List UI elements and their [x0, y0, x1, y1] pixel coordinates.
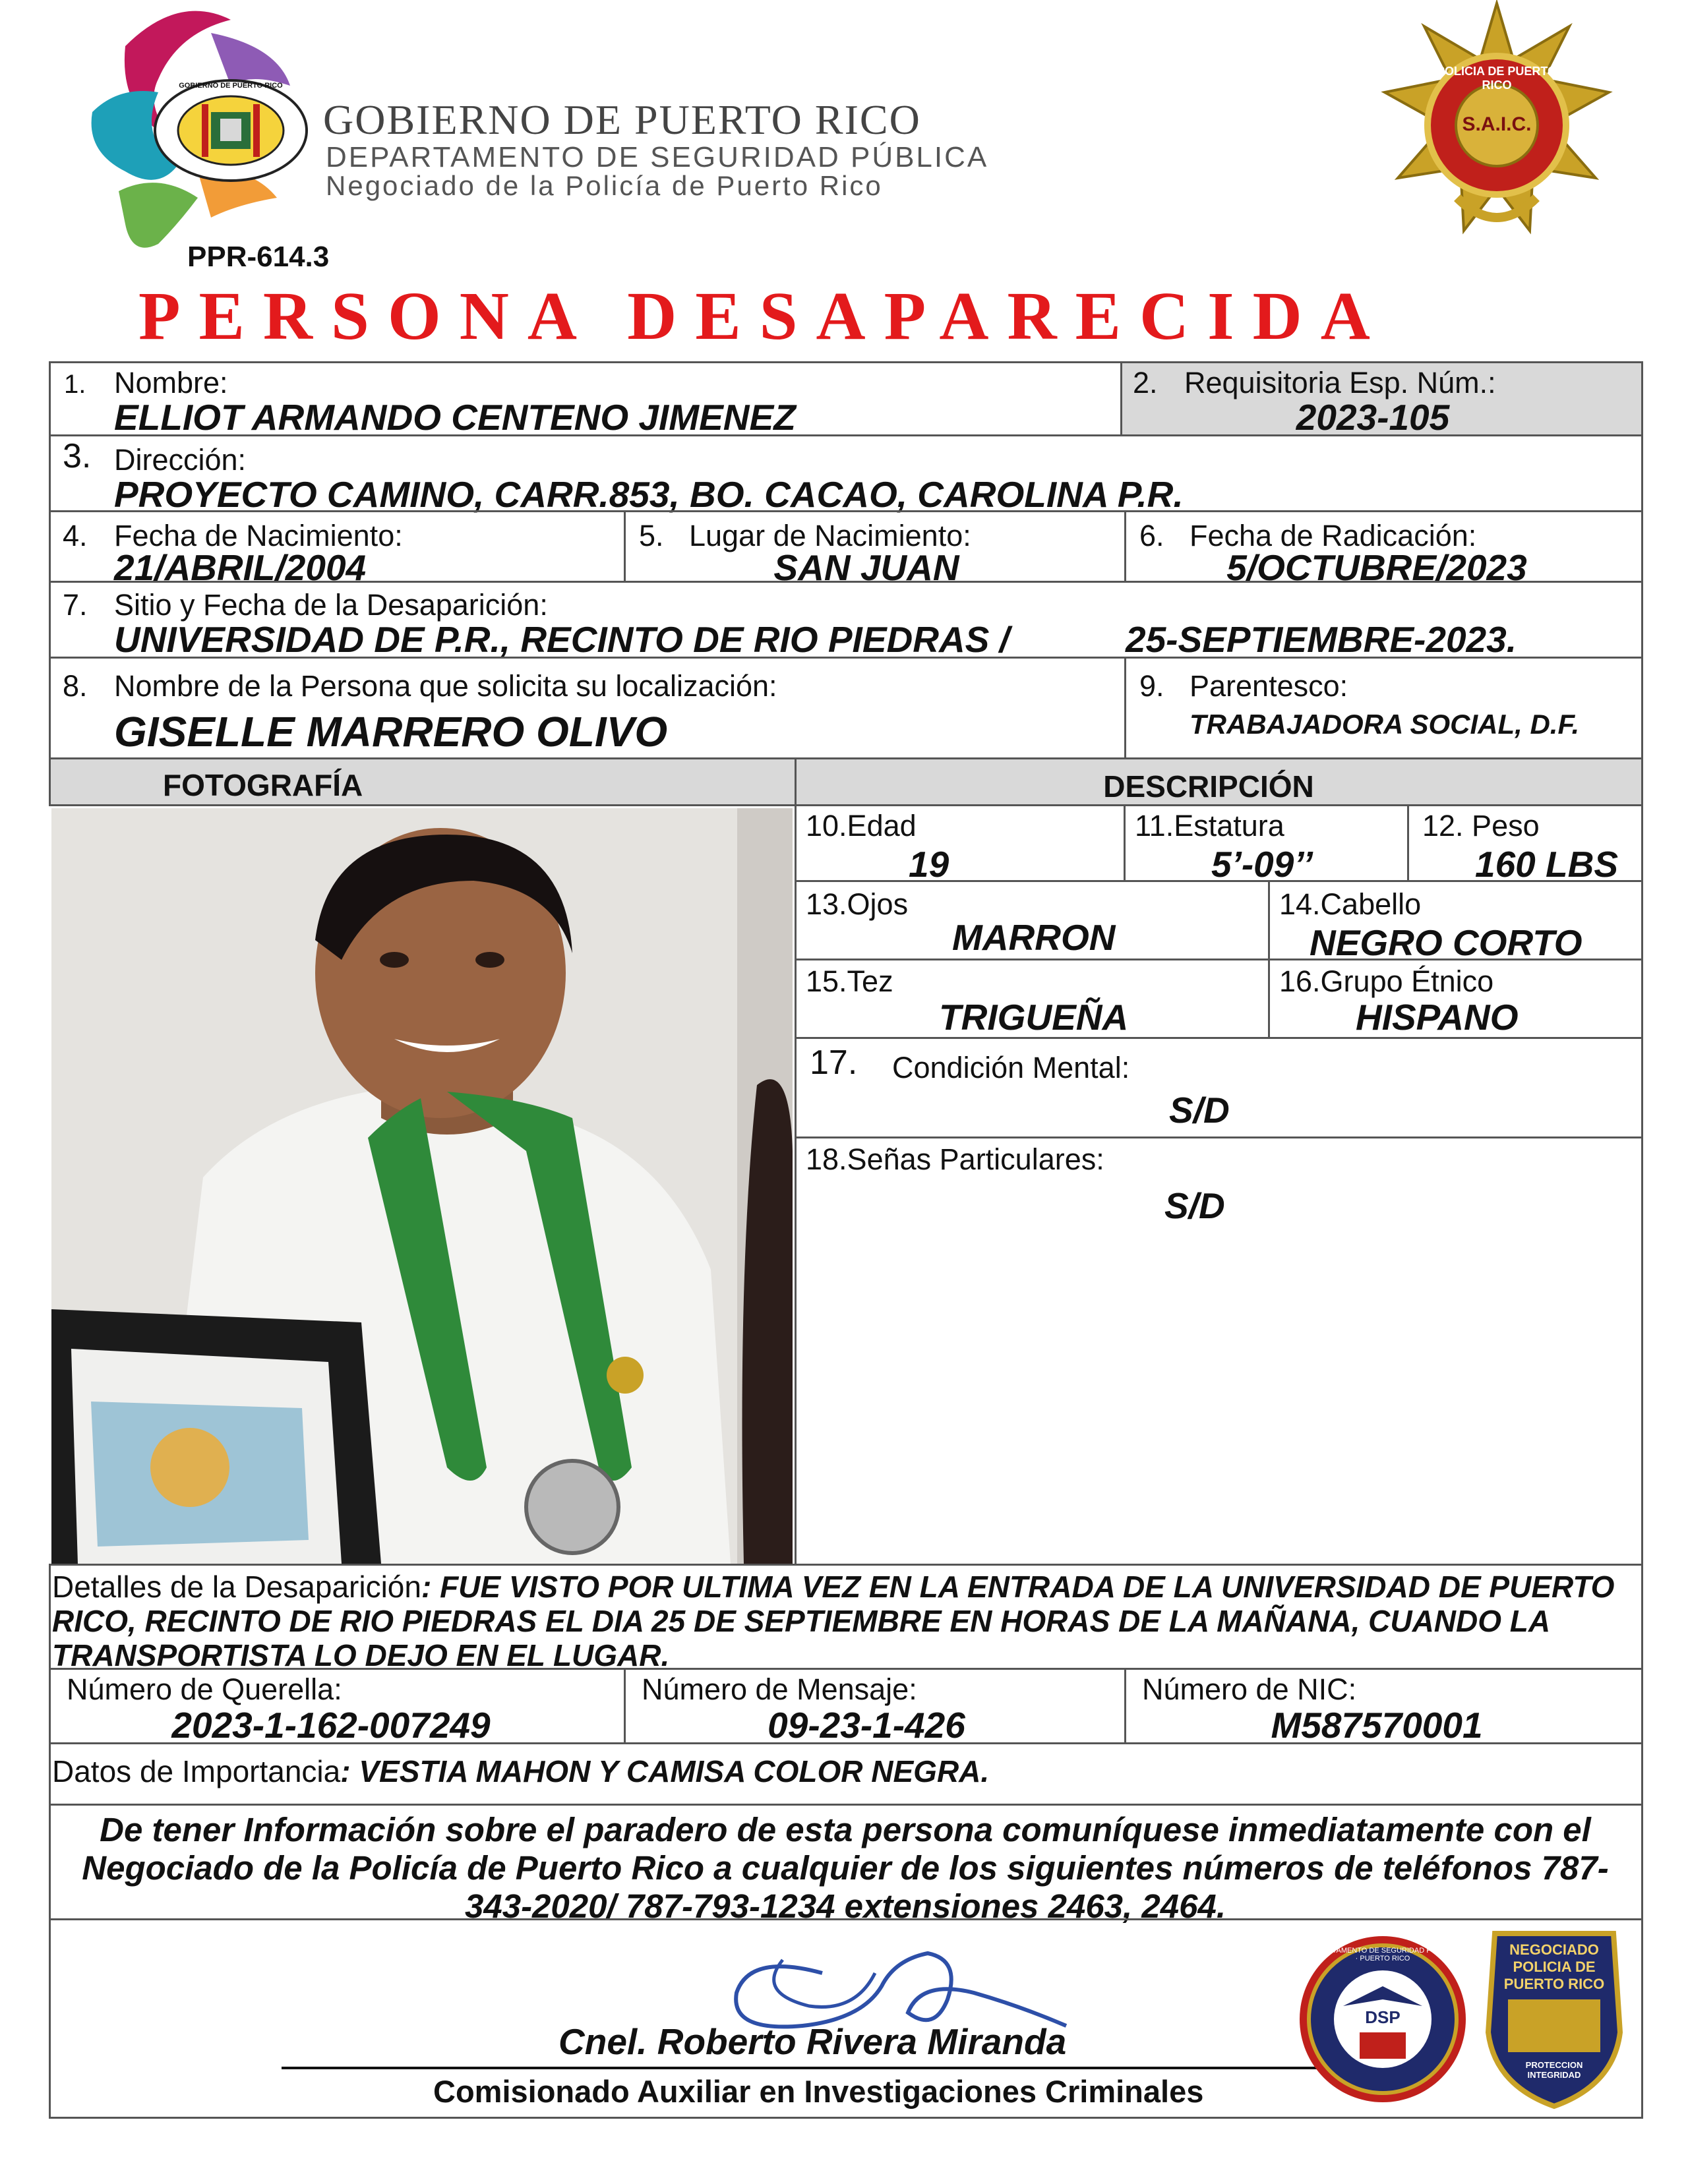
department-name: DEPARTAMENTO DE SEGURIDAD PÚBLICA	[326, 141, 989, 173]
field-ojos	[795, 880, 1270, 960]
field-4-value: 21/ABRIL/2004	[114, 547, 367, 588]
field-6-value: 5/OCTUBRE/2023	[1226, 547, 1527, 588]
importance-text: : VESTIA MAHON Y CAMISA COLOR NEGRA.	[340, 1754, 990, 1788]
field-querella	[49, 1668, 626, 1744]
field-1-value: ELLIOT ARMANDO CENTENO JIMENEZ	[114, 397, 796, 438]
signature-line	[282, 2067, 1337, 2069]
field-6-label: Fecha de Radicación:	[1190, 519, 1477, 552]
seal-text: GOBIERNO DE PUERTO RICO	[179, 82, 283, 90]
npr-logo	[1482, 1927, 1627, 2111]
photo-header-label: FOTOGRAFÍA	[163, 768, 363, 802]
importance-data	[49, 1742, 1643, 1806]
field-4-num: 4.	[63, 519, 88, 552]
field-17-num: 17.	[810, 1044, 858, 1082]
field-fecha-radicacion	[1124, 510, 1643, 588]
field-estatura	[1124, 804, 1409, 885]
field-1-label: Nombre:	[114, 366, 228, 399]
dsp-center-text: DSP	[1365, 2007, 1401, 2027]
field-edad	[795, 804, 1126, 885]
field-2-num: 2.	[1133, 366, 1158, 399]
field-cabello	[1268, 880, 1643, 963]
mensaje-value: 09-23-1-426	[768, 1705, 965, 1746]
field-6-num: 6.	[1139, 519, 1164, 552]
field-10-label: 10.Edad	[806, 809, 917, 842]
field-7-num: 7.	[63, 588, 88, 622]
mensaje-label: Número de Mensaje:	[642, 1672, 917, 1706]
field-18-label: 18.Señas Particulares:	[806, 1142, 1104, 1176]
field-15-value: TRIGUEÑA	[939, 997, 1129, 1038]
nic-value: M587570001	[1271, 1705, 1483, 1746]
field-sitio-desaparicion	[49, 581, 1643, 659]
field-7-value-place: UNIVERSIDAD DE P.R., RECINTO DE RIO PIEDRAS /	[114, 619, 1010, 660]
photo-header	[49, 757, 797, 806]
field-5-num: 5.	[639, 519, 664, 552]
field-senas-particulares	[795, 1136, 1643, 1566]
field-11-value: 5’-09’’	[1211, 844, 1313, 885]
field-peso	[1407, 804, 1643, 885]
signatory-title: Comisionado Auxiliar en Investigaciones Criminales	[433, 2074, 1204, 2109]
field-18-value: S/D	[1164, 1185, 1225, 1226]
field-8-label: Nombre de la Persona que solicita su localización:	[114, 669, 777, 703]
dsp-ring-text: DEPARTAMENTO DE SEGURIDAD PÚBLICA · PUERTO RICO	[1308, 1947, 1458, 1963]
badge-ring-text: POLICIA DE PUERTO RICO	[1436, 65, 1557, 92]
field-8-num: 8.	[63, 669, 88, 703]
npr-top-text: NEGOCIADO POLICIA DE PUERTO RICO	[1503, 1941, 1605, 1992]
field-condicion-mental	[795, 1037, 1643, 1138]
field-3-num: 3.	[63, 437, 92, 475]
field-7-label: Sitio y Fecha de la Desaparición:	[114, 588, 548, 622]
field-tez	[795, 959, 1270, 1039]
querella-value: 2023-1-162-007249	[171, 1705, 491, 1746]
field-7-value-date: 25-SEPTIEMBRE-2023.	[1126, 619, 1517, 660]
nic-label: Número de NIC:	[1142, 1672, 1357, 1706]
missing-person-photo	[51, 808, 793, 1564]
field-nic	[1124, 1668, 1643, 1744]
field-8-value: GISELLE MARRERO OLIVO	[114, 708, 668, 755]
field-grupo-etnico	[1268, 959, 1643, 1039]
saic-badge	[1378, 0, 1615, 264]
field-14-value: NEGRO CORTO	[1310, 922, 1582, 963]
puerto-rico-seal	[152, 78, 310, 183]
field-nombre	[49, 361, 1122, 436]
field-13-value: MARRON	[952, 917, 1116, 958]
field-16-value: HISPANO	[1356, 997, 1519, 1038]
field-10-value: 19	[909, 844, 950, 885]
form-code: PPR-614.3	[187, 241, 330, 273]
badge-center-text: S.A.I.C.	[1462, 113, 1532, 135]
field-lugar-nacimiento	[624, 510, 1126, 588]
field-17-label: Condición Mental:	[892, 1051, 1130, 1084]
field-16-label: 16.Grupo Étnico	[1279, 964, 1494, 998]
field-12-label: 12. Peso	[1422, 809, 1540, 842]
field-solicitante	[49, 657, 1126, 759]
bureau-name: Negociado de la Policía de Puerto Rico	[326, 170, 883, 201]
field-1-num: 1.	[64, 370, 86, 399]
details-label: Detalles de la Desaparición	[52, 1570, 421, 1604]
field-direccion	[49, 434, 1643, 515]
field-17-value: S/D	[1169, 1090, 1230, 1131]
field-4-label: Fecha de Nacimiento:	[114, 519, 403, 552]
field-15-label: 15.Tez	[806, 964, 893, 998]
field-12-value: 160 LBS	[1475, 844, 1619, 885]
field-5-label: Lugar de Nacimiento:	[689, 519, 971, 552]
importance-label: Datos de Importancia	[52, 1754, 341, 1788]
gov-title: GOBIERNO DE PUERTO RICO	[323, 96, 921, 143]
disappearance-details	[49, 1564, 1643, 1670]
field-fecha-nacimiento	[49, 510, 626, 588]
field-2-label: Requisitoria Esp. Núm.:	[1184, 366, 1496, 399]
description-header	[795, 757, 1643, 806]
description-header-label: DESCRIPCIÓN	[1103, 769, 1314, 804]
field-5-value: SAN JUAN	[773, 547, 959, 588]
contact-text: De tener Información sobre el paradero de esta persona comuníquese inmediatamente con el Negociado de la Policía de Puerto Rico a cualquier de los siguientes números de teléfonos 787- 343-2020/ 787-793-1234 extensiones 2463, 2464.	[82, 1811, 1609, 1925]
field-3-value: PROYECTO CAMINO, CARR.853, BO. CACAO, CAROLINA P.R.	[114, 474, 1184, 515]
field-requisitoria	[1120, 361, 1643, 436]
field-9-num: 9.	[1139, 669, 1164, 703]
signatory-name: Cnel. Roberto Rivera Miranda	[558, 2021, 1067, 2062]
field-9-value: TRABAJADORA SOCIAL, D.F.	[1190, 709, 1580, 740]
details-text: : FUE VISTO POR ULTIMA VEZ EN LA ENTRADA DE LA UNIVERSIDAD DE PUERTO RICO, RECINTO DE RIO PIEDRAS EL DIA 25 DE SEPTIEMBRE EN HORAS DE LA MAÑANA, CUANDO LA TRANSPORTISTA LO DEJO EN EL LUGAR.	[52, 1570, 1615, 1672]
field-mensaje	[624, 1668, 1126, 1744]
field-9-label: Parentesco:	[1190, 669, 1348, 703]
field-2-value: 2023-105	[1296, 397, 1450, 438]
contact-notice	[49, 1804, 1643, 1925]
page-title: PERSONA DESAPARECIDA	[138, 278, 1389, 354]
field-14-label: 14.Cabello	[1279, 887, 1422, 921]
field-13-label: 13.Ojos	[806, 887, 909, 921]
field-3-label: Dirección:	[114, 443, 247, 477]
field-11-label: 11.Estatura	[1135, 809, 1284, 842]
querella-label: Número de Querella:	[67, 1672, 342, 1706]
field-parentesco	[1124, 657, 1643, 759]
npr-bottom-text: PROTECCION INTEGRIDAD	[1525, 2060, 1583, 2080]
signature-section	[49, 1918, 1643, 2119]
